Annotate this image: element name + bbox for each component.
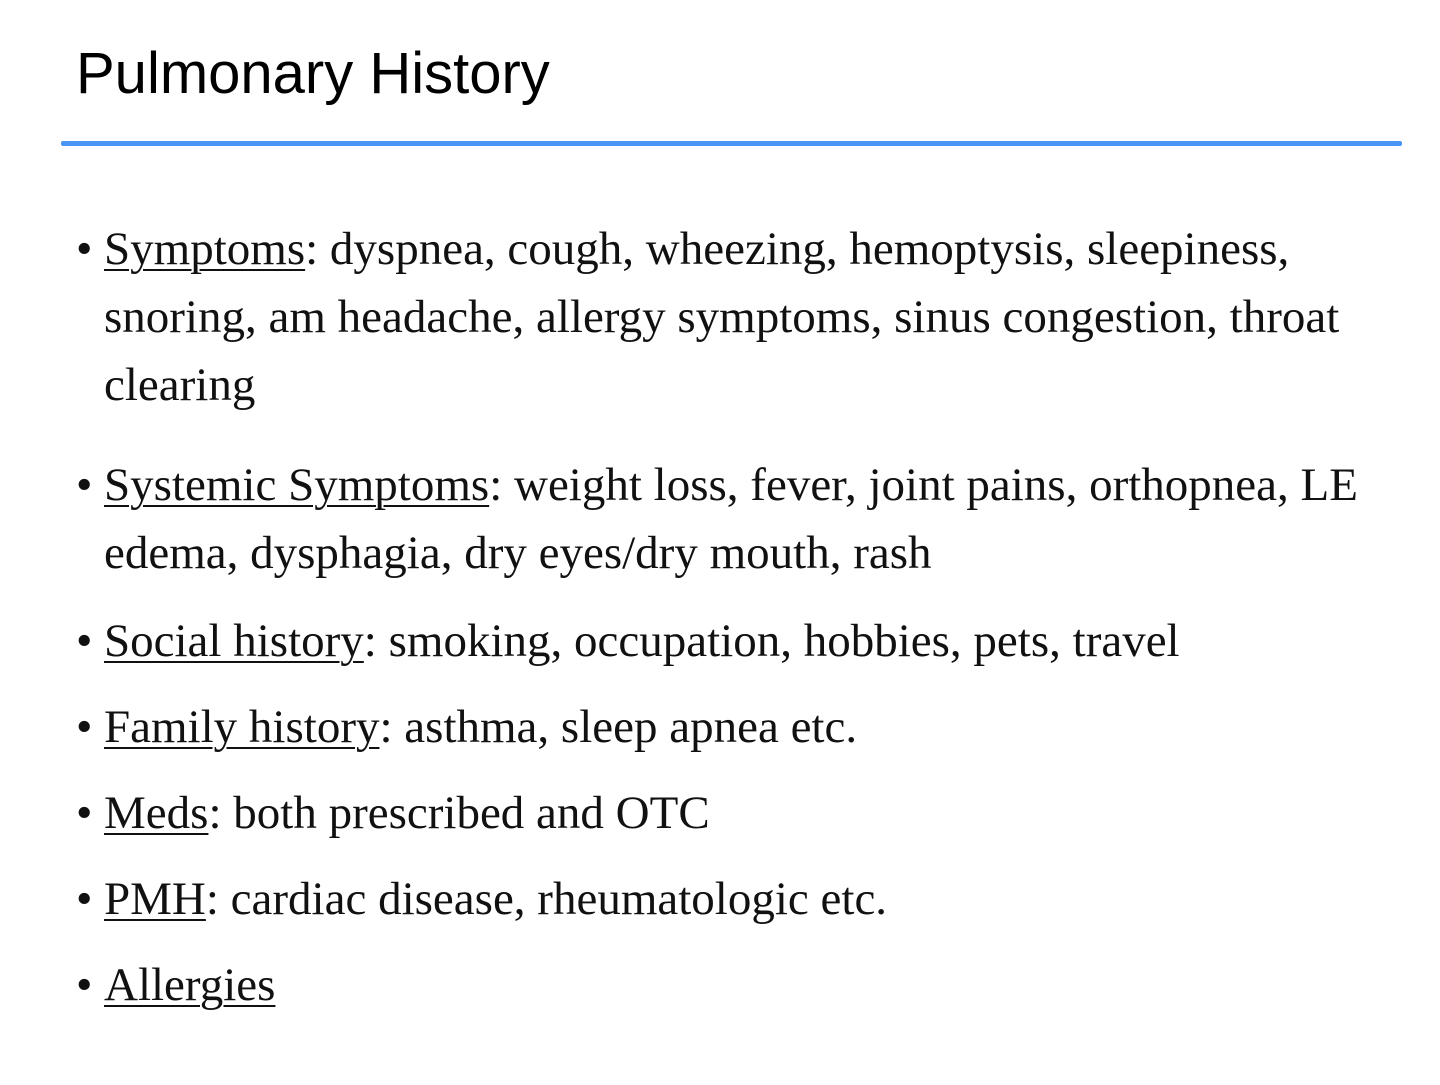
bullet-icon: •	[76, 873, 93, 925]
title-divider	[61, 141, 1402, 146]
bullet-term: Social history	[104, 615, 364, 667]
bullet-term: Family history	[104, 701, 380, 753]
bullet-item-systemic-symptoms	[76, 451, 1376, 587]
bullet-item-social-history	[76, 607, 1376, 675]
bullet-term: Symptoms	[104, 223, 306, 275]
bullet-item-symptoms	[76, 215, 1376, 419]
bullet-item-allergies	[76, 951, 1376, 1019]
bullet-icon: •	[76, 223, 93, 275]
bullet-icon: •	[76, 615, 93, 667]
slide-title: Pulmonary History	[76, 41, 550, 106]
bullet-term: PMH	[104, 873, 206, 925]
bullet-text: : smoking, occupation, hobbies, pets, travel	[363, 615, 1180, 667]
bullet-text: : weight loss, fever, joint pains, orthopnea, LE edema, dysphagia, dry eyes/dry mouth, rash	[104, 459, 1358, 579]
bullet-text: : both prescribed and OTC	[208, 787, 710, 839]
bullet-item-family-history	[76, 693, 1376, 761]
bullet-term: Allergies	[104, 959, 276, 1011]
bullet-list	[76, 215, 1376, 1019]
bullet-icon: •	[76, 459, 93, 511]
bullet-icon: •	[76, 959, 93, 1011]
bullet-text: : cardiac disease, rheumatologic etc.	[205, 873, 888, 925]
bullet-item-meds	[76, 779, 1376, 847]
bullet-text: : asthma, sleep apnea etc.	[379, 701, 858, 753]
bullet-icon: •	[76, 701, 93, 753]
bullet-text: : dyspnea, cough, wheezing, hemoptysis, sleepiness, snoring, am headache, allergy symptoms, sinus congestion, throat clearing	[104, 223, 1340, 411]
bullet-item-pmh	[76, 865, 1376, 933]
bullet-term: Systemic Symptoms	[104, 459, 490, 511]
bullet-icon: •	[76, 787, 93, 839]
bullet-term: Meds	[104, 787, 209, 839]
